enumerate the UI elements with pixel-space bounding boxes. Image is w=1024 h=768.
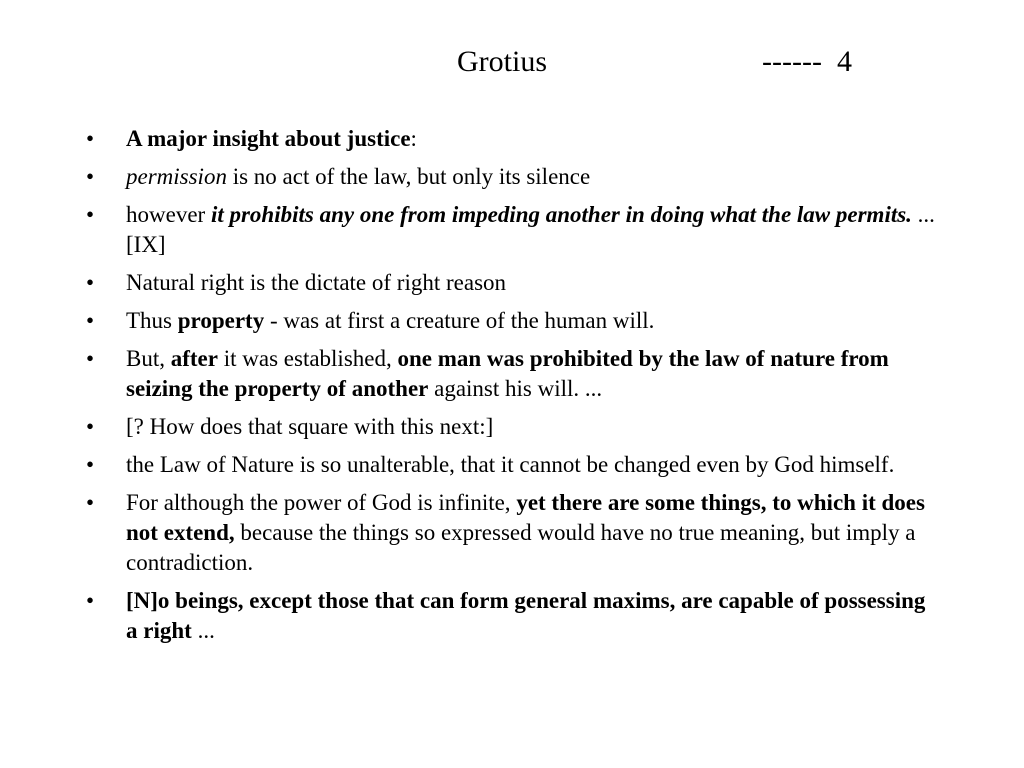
bullet-text-segment: is no act of the law, but only its silence — [226, 164, 591, 189]
bullet-text-segment: Thus — [126, 308, 178, 333]
bullet-marker: • — [86, 346, 95, 371]
bullet-text-segment: But, — [126, 346, 171, 371]
slide-header — [0, 40, 1024, 84]
bullet-text-segment: it was established, — [217, 346, 398, 371]
bullet-marker: • — [86, 490, 95, 515]
bullet-text-segment: : — [410, 126, 417, 151]
bullet-text-segment: [? How does that square with this next:] — [126, 414, 494, 439]
bullet-marker: • — [86, 202, 95, 227]
bullet-item — [86, 586, 936, 646]
bullet-text-segment: property — [177, 308, 265, 333]
slide-number-label: ------ 4 — [762, 45, 852, 78]
bullet-item — [86, 488, 936, 578]
bullet-text-segment: one man was prohibited by the law of nature from seizing the property of another — [126, 346, 889, 401]
bullet-item — [86, 200, 936, 260]
bullet-text-segment: permission — [126, 164, 227, 189]
bullet-marker: • — [86, 414, 95, 439]
slide-title: Grotius — [457, 45, 547, 78]
bullet-text-segment: the Law of Nature is so unalterable, that it cannot be changed even by God himself. — [126, 452, 895, 477]
bullet-text-segment: Natural right is the dictate of right reason — [126, 270, 507, 295]
bullet-text-segment: For although the power of God is infinite, — [126, 490, 517, 515]
bullet-text-segment: - was at first a creature of the human will. — [264, 308, 655, 333]
bullet-item — [86, 306, 936, 336]
bullet-text-segment: [N]o beings, except those that can form general maxims, are capable of possessing a right — [126, 588, 926, 643]
bullet-text-segment: after — [170, 346, 218, 371]
bullet-text-segment: however — [126, 202, 211, 227]
bullet-item — [86, 268, 936, 298]
bullet-item — [86, 450, 936, 480]
bullet-item — [86, 124, 936, 154]
bullet-text-segment: ... — [191, 618, 215, 643]
bullet-marker: • — [86, 126, 95, 151]
bullet-marker: • — [86, 588, 95, 613]
bullet-text-segment: A major insight about justice — [126, 126, 411, 151]
bullet-item — [86, 162, 936, 192]
bullet-marker: • — [86, 308, 95, 333]
bullet-marker: • — [86, 164, 95, 189]
bullet-text-segment: yet there are some things, to which it does not extend, — [126, 490, 925, 545]
bullet-text-segment: against his will. ... — [428, 376, 603, 401]
bullet-marker: • — [86, 452, 95, 477]
bullet-marker: • — [86, 270, 95, 295]
bullet-list — [86, 124, 936, 654]
bullet-item — [86, 344, 936, 404]
bullet-text-segment: it prohibits any one from impeding another in doing what the law permits. — [210, 202, 912, 227]
bullet-text-segment: because the things so expressed would have no true meaning, but imply a contradiction. — [126, 520, 916, 575]
bullet-item — [86, 412, 936, 442]
bullet-text-segment: ... [IX] — [126, 202, 935, 257]
